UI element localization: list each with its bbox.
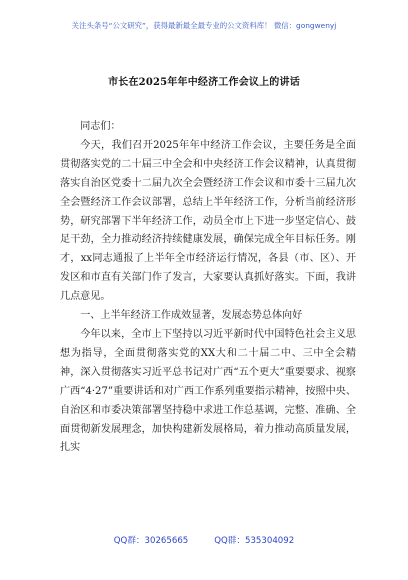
qq-label-2: QQ群：	[214, 536, 245, 546]
qq-number-2: 535304092	[244, 536, 295, 546]
section-heading: 一、上半年经济工作成效显著，发展态势总体向好	[80, 310, 303, 322]
qq-label-1: QQ群：	[113, 536, 145, 546]
footer-contact	[0, 534, 408, 546]
header-banner: 关注头条号“公文研究”，获得最新最全最专业的公文资料库！ 微信：gongwenyj	[71, 21, 337, 30]
document-title: 市长在2025年年中经济工作会议上的讲话	[108, 77, 300, 88]
salutation: 同志们：	[80, 121, 121, 132]
paragraph-section-one: 今年以来，全市上下坚持以习近平新时代中国特色社会主义思想为指导，全面贯彻落实党的XX大和二十届二中、三中全会精神，深入贯彻落实习近平总书记对广西“五个更大”重要要求、视察广西“4·27”重要讲话和对广西工作系列重要指示精神，按照中央、自治区和市委决策部署坚持稳中求进工作总基调，完整、准确、全面贯彻新发展理念，加快构建新发展格局，着力推动高质量发展，扎实	[60, 328, 356, 454]
document-body	[60, 118, 356, 458]
qq-number-1: 30265665	[144, 536, 189, 546]
paragraph-opening: 今天，我们召开2025年年中经济工作会议，主要任务是全面贯彻落实党的二十届三中全会和中央经济工作会议精神，认真贯彻落实自治区党委十二届九次全会暨经济工作会议和市委十三届九次全会暨经济工作会议部署，总结上半年经济工作，分析当前经济形势，研究部署下半年经济工作，动员全市上下进一步坚定信心、鼓足干劲，全力推动经济持续健康发展，确保完成全年目标任务。刚才，xx同志通报了上半年全市经济运行情况，各县（市、区）、开发区和市直有关部门作了发言，大家要认真抓好落实。下面，我讲几点意见。	[60, 139, 356, 303]
